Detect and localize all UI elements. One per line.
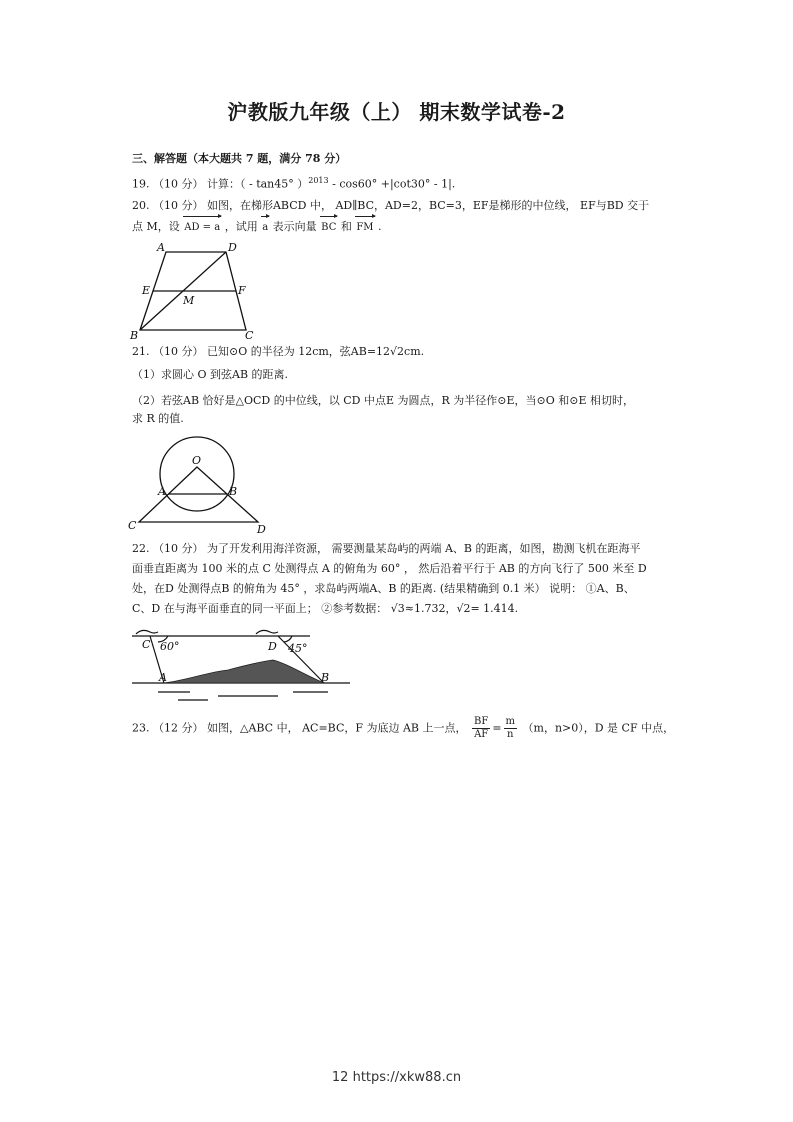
section-heading: 三、解答题（本大题共 7 题，满分 78 分） [132, 152, 347, 165]
vector-a: a [261, 217, 269, 239]
fraction-denominator: AF [474, 729, 489, 740]
page-title: 沪教版九年级（上） 期末数学试卷-2 [227, 100, 566, 124]
label-d: D [228, 242, 237, 254]
q20-line2-e: . [378, 220, 382, 233]
question-22-line2: 面垂直距离为 100 米的点 C 处测得点 A 的俯角为 60° ， 然后沿着平行于 AB 的方向飞行了 500 米至 D [132, 562, 647, 575]
plane-d-icon [256, 630, 278, 634]
question-22-line3: 处，在D 处测得点B 的俯角为 45° ，求岛屿两端A、B 的距离. (结果精确到 0.1 米） 说明： ①A、B、 [132, 582, 635, 595]
label-c: C [128, 519, 137, 532]
question-22-line1: 22. （10 分） 为了开发利用海洋资源， 需要测量某岛屿的两端 A、B 的距离，如图，勘测飞机在距海平 [132, 542, 641, 555]
label-c: C [245, 329, 254, 342]
vector-bc: BC [320, 217, 337, 239]
vector-fm: FM [355, 217, 374, 239]
label-a: A [159, 671, 167, 684]
equals-sign: = [492, 721, 502, 735]
page-footer: 12 https://xkw88.cn [331, 1070, 462, 1085]
q20-line2-a: 点 M，设 [132, 220, 180, 233]
label-m: M [183, 294, 195, 307]
q20-line2-c: 表示向量 [272, 220, 317, 233]
q19-text-a: 19. （10 分） 计算：（ - tan45° ） [132, 177, 309, 191]
question-21-part1: （1）求圆心 O 到弦AB 的距离. [132, 368, 289, 381]
question-21-part2: （2）若弦AB 恰好是△OCD 的中位线，以 CD 中点E 为圆点，R 为半径作⊙E，当⊙O 和⊙E 相切时， [132, 394, 634, 407]
island-shape [164, 660, 324, 683]
circle-triangle-figure [125, 430, 275, 535]
circle-o [160, 437, 234, 511]
fraction2-denominator: n [507, 729, 514, 740]
q23-text-b: （m，n>0），D 是 CF 中点， [522, 721, 675, 735]
question-23 [132, 716, 675, 741]
label-b: B [130, 329, 139, 342]
label-f: F [238, 284, 246, 297]
plane-c-icon [136, 630, 158, 634]
fraction-m-n [504, 716, 517, 741]
label-d: D [268, 640, 277, 653]
label-a: A [157, 242, 165, 254]
q19-exponent: 2013 [308, 176, 329, 185]
angle-c-label: 60° [160, 640, 180, 653]
label-b: B [321, 671, 330, 684]
label-d: D [257, 523, 266, 535]
island-figure [128, 626, 358, 706]
question-22-line4: C、D 在与海平面垂直的同一平面上； ②参考数据： √3≈1.732，√2= 1.414. [132, 602, 519, 615]
label-c: C [142, 638, 151, 651]
label-b: B [229, 485, 238, 498]
q23-text-a: 23. （12 分） 如图，△ABC 中， AC=BC，F 为底边 AB 上一点， [132, 721, 467, 735]
question-21-part2-cont: 求 R 的值. [132, 412, 184, 425]
label-e: E [142, 284, 151, 297]
fraction-bf-af [472, 716, 490, 741]
label-a: A [158, 485, 166, 498]
q20-line2-b: ，试用 [224, 220, 258, 233]
angle-d-label: 45° [288, 642, 308, 655]
q19-text-b: - cos60° +|cot30° - 1|. [328, 177, 456, 191]
fraction2-numerator: m [505, 716, 516, 727]
question-19 [132, 170, 668, 196]
question-21-line1: 21. （10 分） 已知⊙O 的半径为 12cm，弦AB=12√2cm. [132, 345, 425, 358]
label-o: O [192, 454, 202, 467]
vector-ad-equals-a: AD = a [183, 217, 221, 239]
q20-line2-d: 和 [340, 220, 352, 233]
question-20-line1: 20. （10 分） 如图，在梯形ABCD 中， AD∥BC，AD=2，BC=3，EF是梯形的中位线， EF与BD 交于 [132, 199, 650, 212]
fraction-numerator: BF [474, 716, 489, 727]
trapezoid-figure [128, 242, 268, 342]
question-20-line2 [132, 216, 668, 239]
